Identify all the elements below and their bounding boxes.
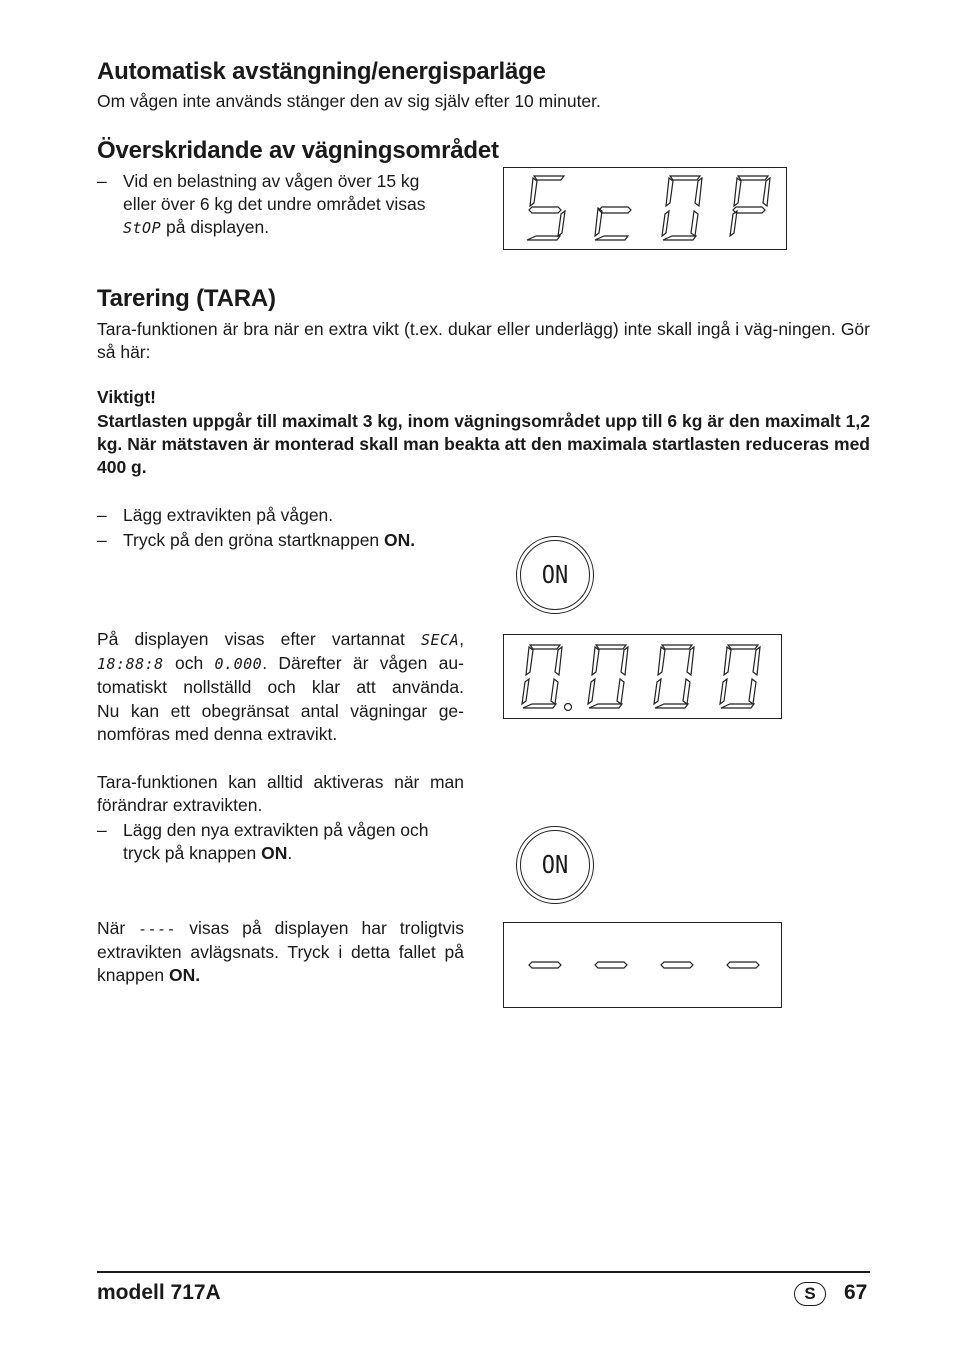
on-button-2-label: ON [541,850,569,880]
auto-off-text: Om vågen inte används stänger den av sig själv efter 10 minuter. [97,91,601,111]
word-nar: När [97,918,126,938]
list-dash: – [97,820,107,840]
overload-line2: eller över 6 kg det undre området visas [123,194,426,214]
on-button-1[interactable] [516,536,594,614]
list-dash: – [97,505,107,525]
stop-code: StOP [123,219,162,237]
heading-auto-off: Automatisk avstängning/energisparläge [97,58,546,85]
important-label: Viktigt! [97,387,156,407]
list-dash: – [97,530,107,550]
list-dash: – [97,171,107,191]
code-zero: 0.000 [214,655,263,673]
display-zero [503,634,782,719]
footer-model: modell 717A [97,1281,221,1304]
step-3-bold: ON [261,843,288,863]
dashes-text [97,917,464,987]
display-dashes-digits [504,923,781,1007]
code-test: 18:88:8 [97,655,164,673]
code-seca: SECA [420,631,460,649]
step-2-text: Tryck på den gröna startknappen [123,530,380,550]
step-1 [97,504,467,527]
step-2-bold: ON. [384,530,416,550]
tare-intro: Tara-funktionen är bra när en extra vikt (t.ex. dukar eller underlägg) inte skall ingå i väg-ningen. Gör så här: [97,319,870,362]
dashes-rest: visas på displayen har troligtvis extravikten avlägsnats. Tryck i detta fallet på knappen [97,918,464,985]
step-1-text: Lägg extravikten på vågen. [123,505,334,525]
on-button-1-label: ON [541,560,569,590]
heading-overload: Överskridande av vägningsområdet [97,137,499,164]
display-sequence-text: På displayen visas efter vartannat SECA, 18:88:8 och 0.000. Därefter är vågen au-tomatiskt nollställd och klar att använda. [97,629,464,697]
overload-line3: på displayen. [166,217,270,237]
footer-rule [97,1271,870,1273]
display-dashes [503,922,782,1008]
tara-again-text: Tara-funktionen kan alltid aktiveras när man förändrar extravikten. [97,772,464,815]
step-3: – Lägg den nya extravikten på vågen och tryck på knappen ON. [97,819,467,865]
step-3-line1: Lägg den nya extravikten på vågen och [123,820,429,840]
important-text: Startlasten uppgår till maximalt 3 kg, inom vägningsområdet upp till 6 kg är den maximalt 1,2 kg. När mätstaven är monterad skall man beakta att den maximala startlasten reduceras med 400 g. [97,411,870,477]
word-och: och [175,653,204,673]
page-number: 67 [844,1281,868,1304]
display-para-c: Nu kan ett obegränsat antal vägningar ge-nomföras med denna extravikt. [97,701,464,744]
overload-item [97,170,467,240]
display-para-b: Därefter är vågen au-tomatiskt nollställd och klar att använda. [97,653,464,697]
language-badge: S [794,1282,826,1306]
step-2 [97,529,467,552]
on-button-2[interactable] [516,826,594,904]
code-dashes: ---- [138,920,177,938]
dashes-bold: ON. [169,965,201,985]
heading-tare: Tarering (TARA) [97,285,276,312]
display-stop [503,167,787,250]
step-3-line2: tryck på knappen [123,843,257,863]
display-para-a: På displayen visas efter vartannat [97,629,405,649]
overload-line1: Vid en belastning av vågen över 15 kg [123,171,420,191]
display-stop-digits [504,168,786,249]
display-zero-digits [504,635,781,718]
